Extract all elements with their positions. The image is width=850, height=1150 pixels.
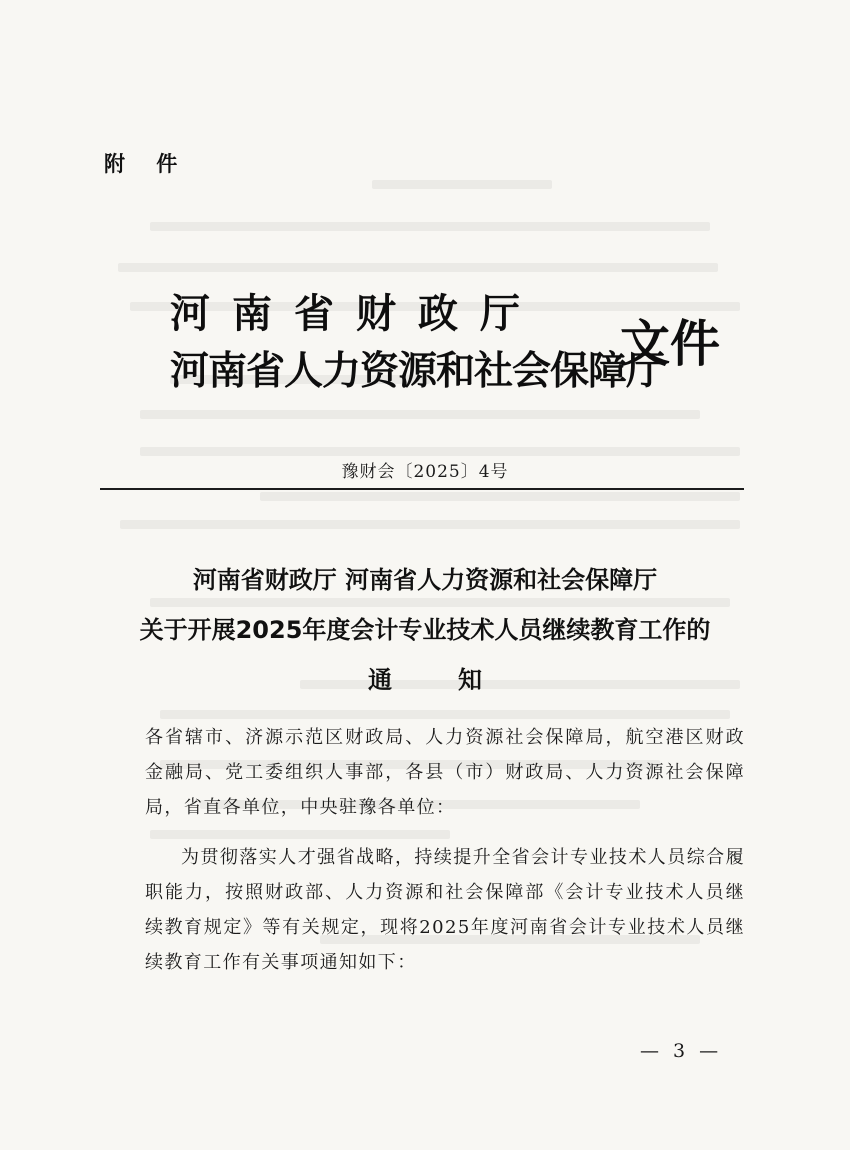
notice-title-line-3: 通知 xyxy=(368,666,548,694)
page-number: — 3 — xyxy=(640,1040,723,1062)
notice-title-line-1: 河南省财政厅 河南省人力资源和社会保障厅 xyxy=(192,566,658,594)
body-paragraph: 为贯彻落实人才强省战略，持续提升全省会计专业技术人员综合履职能力，按照财政部、人力资源和社会保障部《会计专业技术人员继续教育规定》等有关规定，现将2025年度河南省会计专业技术人员继续教育工作有关事项通知如下： xyxy=(145,847,745,973)
attachment-label: 附 件 xyxy=(104,152,190,176)
document-word: 文件 xyxy=(620,315,720,373)
document-number: 豫财会〔2025〕4号 xyxy=(341,462,509,482)
addressee-paragraph: 各省辖市、济源示范区财政局、人力资源社会保障局，航空港区财政金融局、党工委组织人事部，各县（市）财政局、人力资源社会保障局，省直各单位，中央驻豫各单位： xyxy=(145,727,745,818)
notice-title-line-2: 关于开展2025年度会计专业技术人员继续教育工作的 xyxy=(139,616,711,644)
header-divider xyxy=(100,488,744,490)
issuer-human-resources-department: 河南省人力资源和社会保障厅 xyxy=(170,349,665,394)
issuer-finance-department: 河南省财政厅 xyxy=(170,291,542,337)
document-header xyxy=(170,282,750,402)
